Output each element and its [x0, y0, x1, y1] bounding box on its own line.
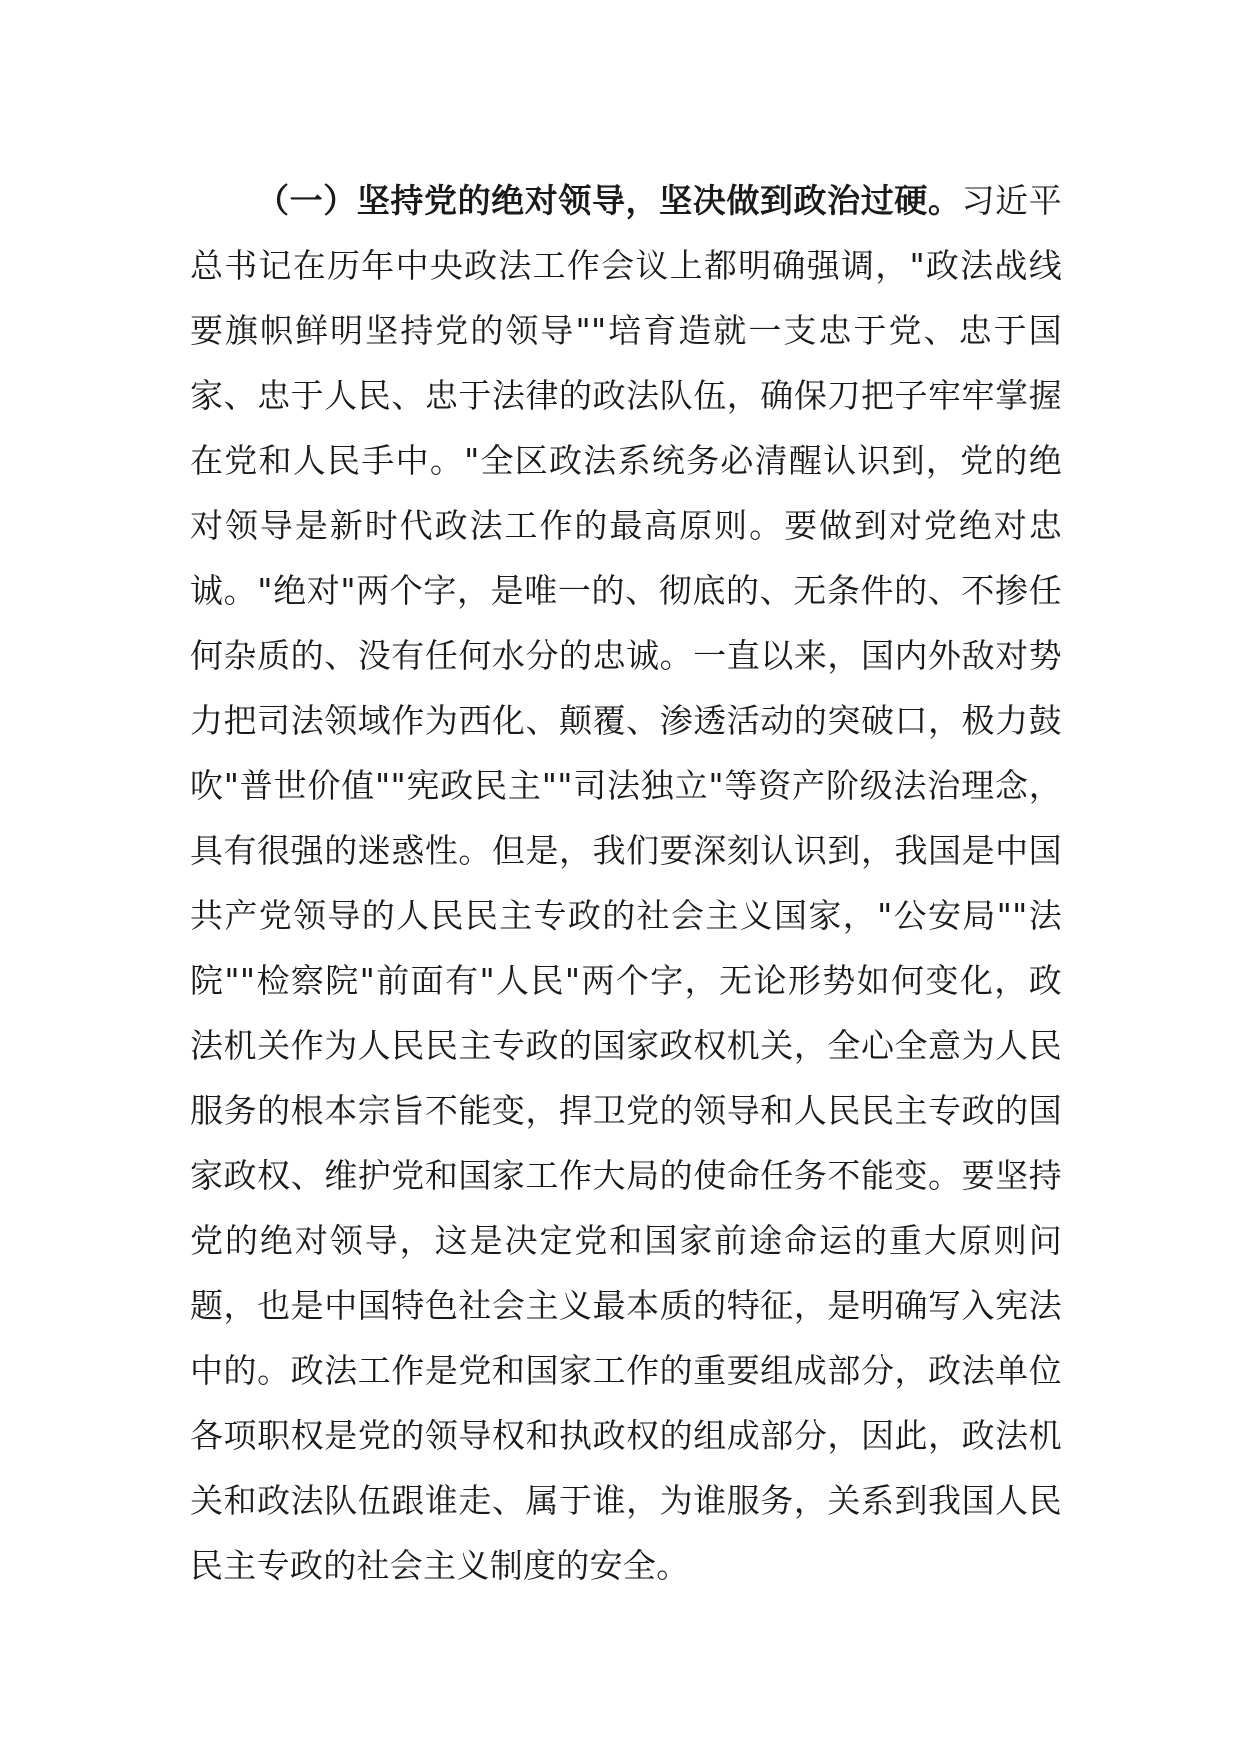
section-heading: （一）坚持党的绝对领导，坚决做到政治过硬。	[256, 181, 962, 220]
paragraph-text: 习近平总书记在历年中央政法工作会议上都明确强调，"政法战线要旗帜鲜明坚持党的领导""培育造就一支忠于党、忠于国家、忠于人民、忠于法律的政法队伍，确保刀把子牢牢掌握在党和人民手中。"全区政法系统务必清醒认识到，党的绝对领导是新时代政法工作的最高原则。要做到对党绝对忠诚。"绝对"两个字，是唯一的、彻底的、无条件的、不掺任何杂质的、没有任何水分的忠诚。一直以来，国内外敌对势力把司法领域作为西化、颠覆、渗透活动的突破口，极力鼓吹"普世价值""宪政民主""司法独立"等资产阶级法治理念，具有很强的迷惑性。但是，我们要深刻认识到，我国是中国共产党领导的人民民主专政的社会主义国家，"公安局""法院""检察院"前面有"人民"两个字，无论形势如何变化，政法机关作为人民民主专政的国家政权机关，全心全意为人民服务的根本宗旨不能变，捍卫党的领导和人民民主专政的国家政权、维护党和国家工作大局的使命任务不能变。要坚持党的绝对领导，这是决定党和国家前途命运的重大原则问题，也是中国特色社会主义最本质的特征，是明确写入宪法中的。政法工作是党和国家工作的重要组成部分，政法单位各项职权是党的领导权和执政权的组成部分，因此，政法机关和政法队伍跟谁走、属于谁，为谁服务，关系到我国人民民主专政的社会主义制度的安全。	[190, 181, 1062, 1585]
body-paragraph	[190, 168, 1062, 1598]
